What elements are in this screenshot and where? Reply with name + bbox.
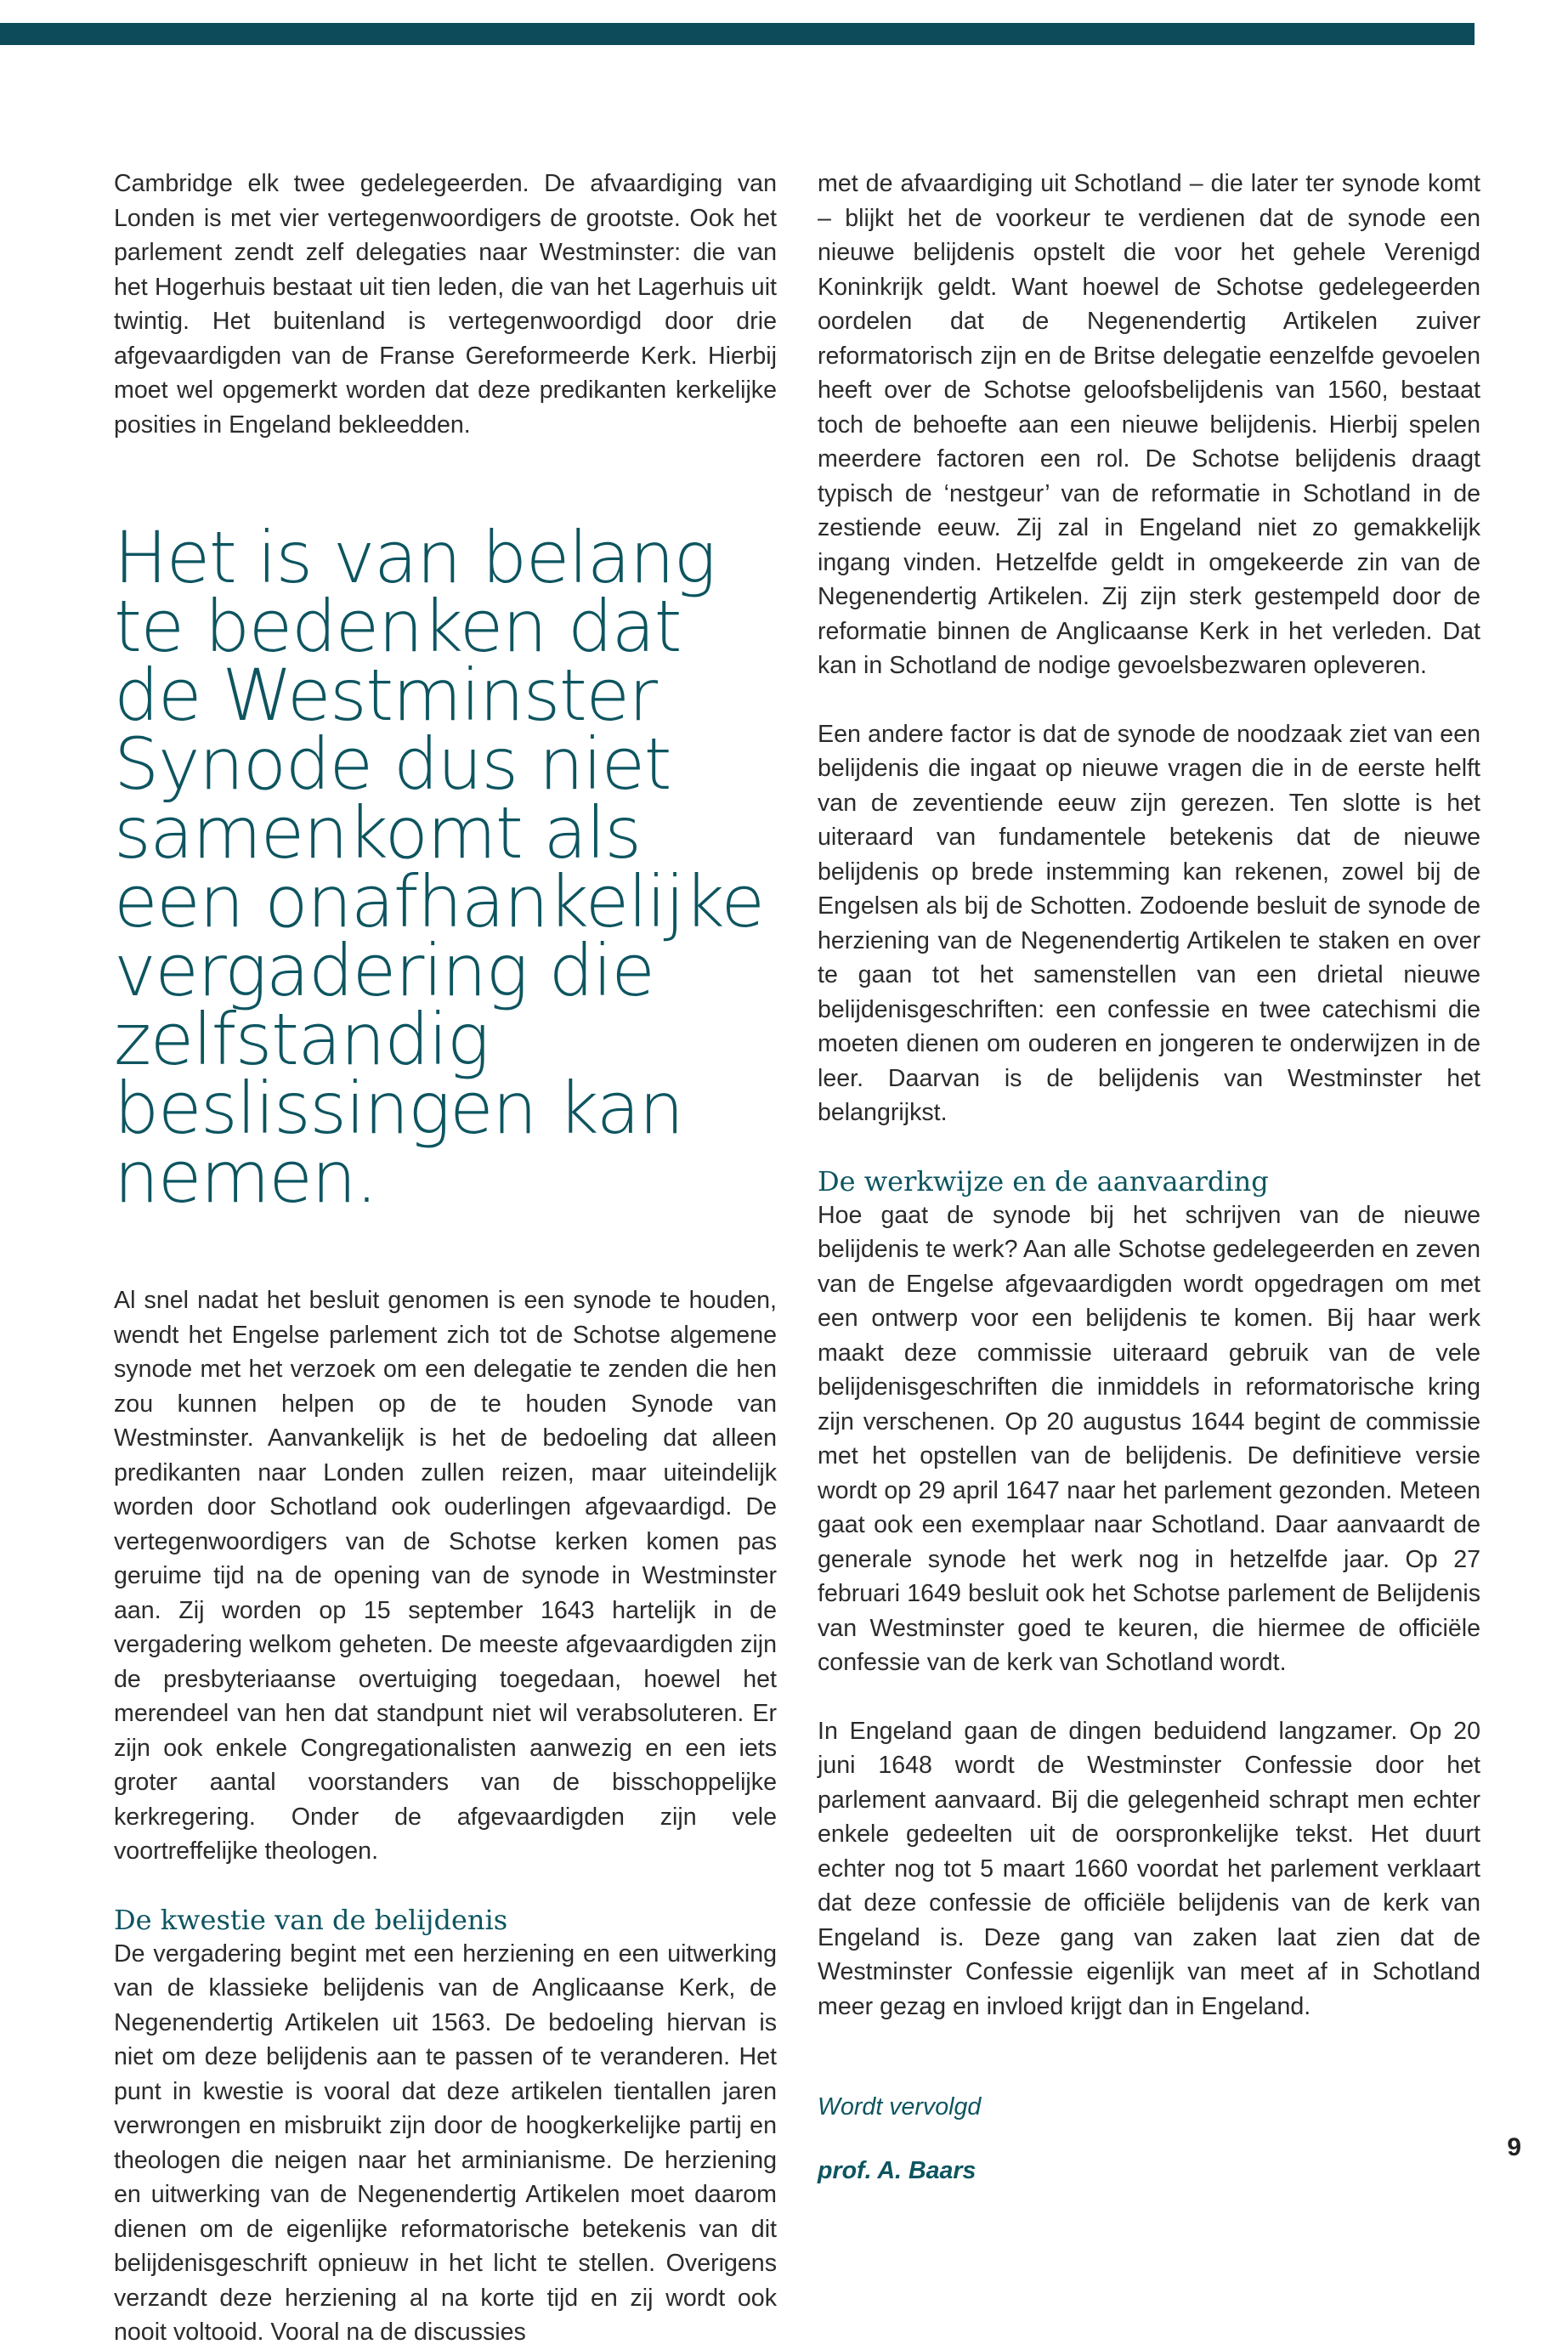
section-title-belijdenis: De kwestie van de belijdenis	[114, 1903, 508, 1936]
paragraph-schotland: met de afvaardiging uit Schotland – die later ter synode komt – blijkt het de voorkeur te verdienen dat de synode een nieuwe belijdenis opstelt die voor het gehele Verenigd Koninkrijk geldt. Want hoewel de Schotse gedelegeerden oordelen dat de Negenendertig Artikelen zuiver reformatorisch zijn en de Britse delegatie eenzelfde gevoelen heeft over de Schotse geloofsbelijdenis van 1560, bestaat toch de behoefte aan een nieuwe belijdenis. Hierbij spelen meerdere factoren een rol. De Schotse belijdenis draagt typisch de ‘nestgeur’ van de reformatie in Schotland in de zestiende eeuw. Zij zal in Engeland niet zo gemakkelijk ingang vinden. Hetzelfde geldt in omgekeerde zin van de Negenendertig Artikelen. Zij zijn sterk gestempeld door de reformatie binnen de Anglicaanse Kerk in het verleden. Dat kan in Schotland de nodige gevoelsbezwaren opleveren.	[818, 170, 1480, 679]
pull-quote: Het is van belang te bedenken dat de Westminster Synode dus niet samenkomt als een onafhankelijke vergadering die zelfstandig beslissingen kan nemen.	[114, 516, 764, 1219]
paragraph-andere-factor: Een andere factor is dat de synode de noodzaak ziet van een belijdenis die ingaat op nieuwe vragen die in de eerste helft van de zeventiende eeuw zijn gerezen. Ten slotte is het uiteraard van fundamentele betekenis dat de nieuwe belijdenis op brede instemming kan rekenen, zowel bij de Engelsen als bij de Schotten. Zodoende besluit de synode de herziening van de Negenendertig Artikelen te staken en over te gaan tot het samenstellen van een drietal nieuwe belijdenisgeschriften: een confessie en twee catechismi die moeten dienen om ouderen en jongeren te onderwijzen in de leer. Daarvan is de belijdenis van Westminster het belangrijkst.	[818, 720, 1480, 1126]
paragraph-scottish-delegation: Al snel nadat het besluit genomen is een synode te houden, wendt het Engelse parlement zich tot de Schotse algemene synode met het verzoek om een delegatie te zenden die hen zou kunnen helpen op de te houden Synode van Westminster. Aanvankelijk is het de bedoeling dat alleen predikanten naar Londen zullen reizen, maar uiteindelijk worden door Schotland ook ouderlingen afgevaardigd. De vertegenwoordigers van de Schotse kerken komen pas geruime tijd na de opening van de synode in Westminster aan. Zij worden op 15 september 1643 hartelijk in de vergadering welkom geheten. De meeste afgevaardigden zijn de presbyteriaanse overtuiging toegedaan, hoewel het merendeel van hen dat standpunt niet wil verabsoluteren. Er zijn ook enkele Congregationalisten aanwezig en een iets groter aantal voorstanders van de bisschoppelijke kerkregering. Onder de afgevaardigden zijn vele voortreffelijke theologen.	[114, 1287, 777, 1865]
paragraph-werkwijze: Hoe gaat de synode bij het schrijven van de nieuwe belijdenis te werk? Aan alle Schotse gedelegeerden en zeven van de Engelse afgevaardigden wordt opgedragen om met een ontwerp voor een belijdenis te komen. Bij haar werk maakt deze commissie uiteraard gebruik van de vele belijdenisgeschriften die inmiddels in reformatorische kring zijn verschenen. Op 20 augustus 1644 begint de commissie met het opstellen van de belijdenis. De definitieve versie wordt op 29 april 1647 naar het parlement gezonden. Meteen gaat ook een exemplaar naar Schotland. Daar aanvaardt de generale synode het werk nog in hetzelfde jaar. Op 27 februari 1649 besluit ook het Schotse parlement de Belijdenis van Westminster goed te keuren, die hiermee de officiële confessie van de kerk van Schotland wordt.	[818, 1201, 1480, 1676]
page-number: 9	[1507, 2133, 1521, 2161]
paragraph-engeland: In Engeland gaan de dingen beduidend langzamer. Op 20 juni 1648 wordt de Westminster Confessie door het parlement aanvaard. Bij die gelegenheid schrapt men echter enkele gedeelten uit de oorspronkelijke tekst. Het duurt echter nog tot 5 maart 1660 voordat het parlement verklaart dat deze confessie de officiële belijdenis van de kerk van Engeland is. Deze gang van zaken laat zien dat de Westminster Confessie eigenlijk van meet af in Schotland meer gezag en invloed krijgt dan in Engeland.	[818, 1717, 1480, 2020]
top-accent-bar	[0, 23, 1475, 45]
intro-paragraph: Cambridge elk twee gedelegeerden. De afvaardiging van Londen is met vier vertegenwoordigers de grootste. Ook het parlement zendt zelf delegaties naar Westminster: die van het Hogerhuis bestaat uit tien leden, die van het Lagerhuis uit twintig. Het buitenland is vertegenwoordigd door drie afgevaardigden van de Franse Gereformeerde Kerk. Hierbij moet wel opgemerkt worden dat deze predikanten kerkelijke posities in Engeland bekleedden.	[114, 170, 777, 439]
section-title-werkwijze: De werkwijze en de aanvaarding	[818, 1164, 1269, 1198]
to-be-continued: Wordt vervolgd	[818, 2093, 982, 2121]
author-signature: prof. A. Baars	[818, 2156, 976, 2184]
right-column	[818, 167, 1480, 2188]
paragraph-herziening: De vergadering begint met een herziening en een uitwerking van de klassieke belijdenis van de Anglicaanse Kerk, de Negenendertig Artikelen uit 1563. De bedoeling hiervan is niet om deze belijdenis aan te passen of te veranderen. Het punt in kwestie is vooral dat deze artikelen tientallen jaren verwrongen en misbruikt zijn door de hoogkerkelijke partij en theologen die neigen naar het arminianisme. De herziening en uitwerking van de Negenendertig Artikelen moet daarom dienen om de eigenlijke reformatorische betekenis van dit belijdenisgeschrift opnieuw in het licht te stellen. Overigens verzandt deze herziening al na korte tijd en zij wordt ook nooit voltooid. Vooral na de discussies	[114, 1939, 777, 2346]
left-column	[114, 167, 777, 2350]
